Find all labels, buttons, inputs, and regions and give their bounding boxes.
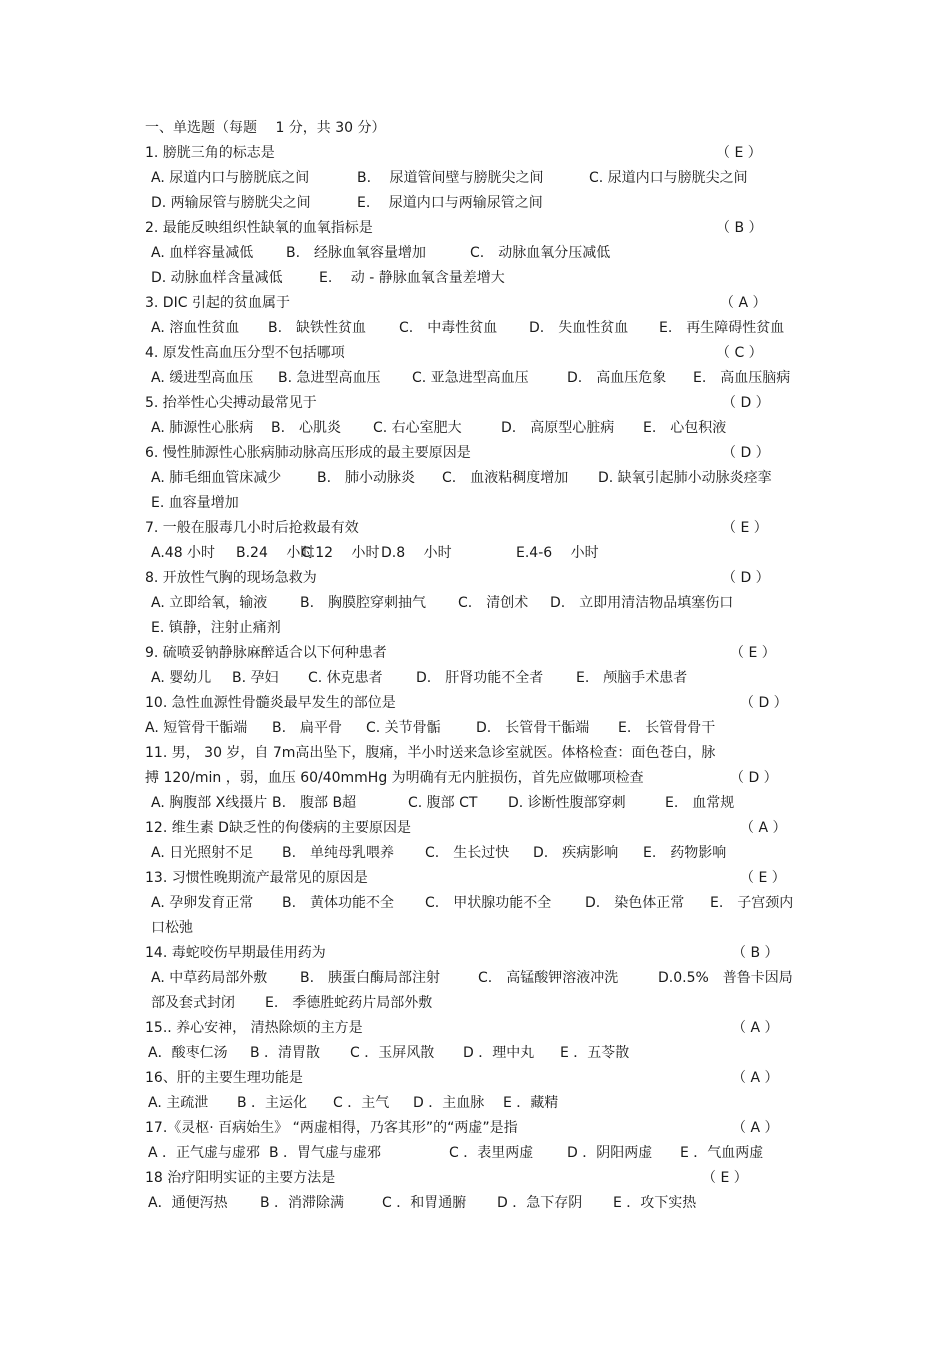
answer-key: （ B ） [732, 945, 779, 961]
answer-option: B. 腹部 B超 [272, 795, 357, 811]
option-line [0, 991, 950, 1016]
answer-option: B. 缺铁性贫血 [268, 320, 367, 336]
question-stem: 11. 男， 30 岁，自 7m高出坠下，腹痛，半小时送来急诊室就医。体格检查：面色苍白，脉 [145, 745, 716, 761]
question-stem: 3. DIC 引起的贫血属于 [145, 295, 290, 311]
question-stem-line [0, 816, 950, 841]
question-stem-line [0, 1116, 950, 1141]
question-stem-line [0, 216, 950, 241]
question-stem-line [0, 441, 950, 466]
answer-option: E. 心包积液 [643, 420, 727, 436]
answer-option: D. 诊断性腹部穿刺 [508, 795, 626, 811]
answer-option: C. 中毒性贫血 [399, 320, 498, 336]
answer-option: A. 缓进型高血压 [151, 370, 254, 386]
answer-key: （ D ） [740, 695, 788, 711]
answer-option: D. 立即用清洁物品填塞伤口 [550, 595, 734, 611]
question-stem: 5. 抬举性心尖搏动最常见于 [145, 395, 317, 411]
answer-option: E. 药物影响 [643, 845, 727, 861]
answer-key: （ E ） [702, 1170, 748, 1186]
answer-option: B. 黄体功能不全 [282, 895, 395, 911]
question-stem: 4. 原发性高血压分型不包括哪项 [145, 345, 345, 361]
question-stem-line [0, 941, 950, 966]
answer-option: B ．胃气虚与虚邪 [269, 1145, 382, 1161]
option-line [0, 891, 950, 916]
answer-option: E. 子宫颈内 [710, 895, 794, 911]
answer-option: E. 动 - 静脉血氧含量差增大 [319, 270, 505, 286]
question-stem: 1. 膀胱三角的标志是 [145, 145, 275, 161]
answer-option: E. 尿道内口与两输尿管之间 [357, 195, 543, 211]
question-stem: 7. 一般在服毒几小时后抢救最有效 [145, 520, 359, 536]
answer-option: D. 疾病影响 [533, 845, 619, 861]
answer-option: A. 血样容量减低 [151, 245, 254, 261]
answer-option: D ．主血脉 [413, 1095, 485, 1111]
question-stem: 16、肝的主要生理功能是 [145, 1070, 303, 1086]
question-stem: 2. 最能反映组织性缺氧的血氧指标是 [145, 220, 373, 236]
answer-option: A. 胸腹部 X线摄片 [151, 795, 268, 811]
option-line [0, 366, 950, 391]
answer-option: E ．藏精 [503, 1095, 559, 1111]
option-line [0, 266, 950, 291]
answer-option: A. 立即给氧，输液 [151, 595, 268, 611]
answer-option: D ．阴阳两虚 [567, 1145, 653, 1161]
answer-option: 口松弛 [151, 920, 193, 936]
section-title-line [0, 116, 950, 141]
question-stem-line [0, 516, 950, 541]
option-line [0, 791, 950, 816]
option-line [0, 616, 950, 641]
option-line [0, 841, 950, 866]
answer-option: B. 扁平骨 [272, 720, 343, 736]
option-line [0, 416, 950, 441]
question-stem-line [0, 866, 950, 891]
answer-option: E ．五苓散 [560, 1045, 630, 1061]
option-line [0, 166, 950, 191]
answer-option: C. 血液粘稠度增加 [442, 470, 569, 486]
option-line [0, 716, 950, 741]
answer-option: D. 染色体正常 [585, 895, 685, 911]
answer-key: （ D ） [730, 770, 778, 786]
answer-option: C.12 小时 [301, 545, 380, 561]
option-line [0, 591, 950, 616]
answer-option: C ．主气 [333, 1095, 390, 1111]
answer-option: C. 高锰酸钾溶液冲洗 [478, 970, 619, 986]
option-line [0, 666, 950, 691]
question-stem: 18 治疗阳明实证的主要方法是 [145, 1170, 336, 1186]
answer-option: D. 失血性贫血 [529, 320, 629, 336]
answer-option: D. 高原型心脏病 [501, 420, 615, 436]
answer-option: D. 缺氧引起肺小动脉炎痉挛 [598, 470, 772, 486]
answer-option: E. 长管骨骨干 [618, 720, 716, 736]
answer-option: D. 肝肾功能不全者 [416, 670, 544, 686]
answer-option: D. 两输尿管与膀胱尖之间 [151, 195, 311, 211]
answer-key: （ D ） [722, 445, 770, 461]
question-stem-continuation-line [0, 766, 950, 791]
answer-key: （ D ） [722, 570, 770, 586]
answer-option: B. 心肌炎 [271, 420, 342, 436]
question-stem: 13. 习惯性晚期流产最常见的原因是 [145, 870, 368, 886]
question-stem-line [0, 391, 950, 416]
answer-option: E ．气血两虚 [680, 1145, 764, 1161]
answer-key: （ A ） [732, 1120, 779, 1136]
answer-option: A．酸枣仁汤 [148, 1045, 228, 1061]
answer-key: （ E ） [730, 645, 776, 661]
answer-option: D ．急下存阴 [497, 1195, 583, 1211]
answer-key: （ A ） [732, 1020, 779, 1036]
answer-option: D.8 小时 [381, 545, 452, 561]
answer-option: C. 休克患者 [308, 670, 383, 686]
answer-key: （ E ） [740, 870, 786, 886]
answer-option: E. 血容量增加 [151, 495, 239, 511]
answer-option: B. 胰蛋白酶局部注射 [300, 970, 441, 986]
option-line [0, 241, 950, 266]
section-title: 一、单选题（每题 1 分，共 30 分） [145, 120, 386, 136]
answer-option: C. 生长过快 [425, 845, 510, 861]
answer-option: C. 亚急进型高血压 [412, 370, 529, 386]
question-stem: 14. 毒蛇咬伤早期最佳用药为 [145, 945, 326, 961]
answer-option: C ．玉屏风散 [350, 1045, 435, 1061]
option-line [0, 541, 950, 566]
answer-key: （ D ） [722, 395, 770, 411]
answer-option: B. 尿道管间壁与膀胱尖之间 [357, 170, 544, 186]
answer-option: E. 再生障碍性贫血 [659, 320, 785, 336]
question-stem-line [0, 691, 950, 716]
answer-option: B ．清胃散 [250, 1045, 321, 1061]
answer-option: E. 镇静，注射止痛剂 [151, 620, 281, 636]
answer-option: D ．理中丸 [463, 1045, 535, 1061]
option-line [0, 1041, 950, 1066]
answer-key: （ C ） [716, 345, 763, 361]
answer-key: （ E ） [722, 520, 768, 536]
question-stem-continuation: 搏 120/min ，弱，血压 60/40mmHg 为明确有无内脏损伤，首先应做哪项检查 [145, 770, 644, 786]
answer-option: A. 尿道内口与膀胱底之间 [151, 170, 310, 186]
question-stem: 17.《灵枢· 百病始生》 “两虚相得，乃客其形”的“两虚”是指 [145, 1120, 518, 1136]
answer-option: A. 短管骨干骺端 [145, 720, 248, 736]
question-stem-line [0, 741, 950, 766]
question-stem-line [0, 641, 950, 666]
option-line [0, 916, 950, 941]
answer-option: B. 肺小动脉炎 [317, 470, 416, 486]
question-stem-line [0, 566, 950, 591]
question-stem: 15.. 养心安神， 清热除烦的主方是 [145, 1020, 363, 1036]
option-line [0, 1141, 950, 1166]
answer-option: E ．攻下实热 [613, 1195, 697, 1211]
answer-option: C. 腹部 CT [408, 795, 478, 811]
answer-option: A. 肺源性心胀病 [151, 420, 254, 436]
answer-option: D. 长管骨干骺端 [476, 720, 590, 736]
answer-option: A. 肺毛细血管床减少 [151, 470, 282, 486]
answer-option: C. 动脉血氧分压减低 [470, 245, 611, 261]
answer-key: （ E ） [716, 145, 762, 161]
answer-option: C. 尿道内口与膀胱尖之间 [589, 170, 748, 186]
answer-option: D. 动脉血样含量减低 [151, 270, 283, 286]
answer-key: （ A ） [740, 820, 787, 836]
question-stem: 6. 慢性肺源性心胀病肺动脉高压形成的最主要原因是 [145, 445, 471, 461]
answer-option: C. 清创术 [458, 595, 529, 611]
answer-option: A. 日光照射不足 [151, 845, 254, 861]
answer-option: A ．正气虚与虚邪 [148, 1145, 261, 1161]
answer-option: B. 单纯母乳喂养 [282, 845, 395, 861]
answer-option: B.24 小时 [236, 545, 315, 561]
answer-key: （ B ） [716, 220, 763, 236]
answer-option: C. 关节骨骺 [366, 720, 441, 736]
answer-option: B ．消滞除满 [260, 1195, 345, 1211]
question-stem: 10. 急性血源性骨髓炎最早发生的部位是 [145, 695, 396, 711]
question-stem-line [0, 291, 950, 316]
answer-option: A.48 小时 [151, 545, 216, 561]
answer-option: E. 季德胜蛇药片局部外敷 [265, 995, 433, 1011]
question-stem: 8. 开放性气胸的现场急救为 [145, 570, 317, 586]
question-stem-line [0, 1066, 950, 1091]
answer-option: D.0.5% 普鲁卡因局 [658, 970, 793, 986]
answer-option: E.4-6 小时 [516, 545, 599, 561]
option-line [0, 1191, 950, 1216]
answer-option: A．通便泻热 [148, 1195, 228, 1211]
answer-option: E. 颅脑手术患者 [576, 670, 688, 686]
answer-key: （ A ） [720, 295, 767, 311]
answer-option: C ．表里两虚 [449, 1145, 534, 1161]
answer-option: B. 胸膜腔穿刺抽气 [300, 595, 427, 611]
answer-option: B ．主运化 [237, 1095, 308, 1111]
option-line [0, 191, 950, 216]
answer-option: A. 孕卵发育正常 [151, 895, 254, 911]
option-line [0, 466, 950, 491]
answer-option: B. 孕妇 [232, 670, 279, 686]
answer-option: A. 主疏泄 [148, 1095, 209, 1111]
option-line [0, 1091, 950, 1116]
question-stem: 9. 硫喷妥钠静脉麻醉适合以下何种患者 [145, 645, 387, 661]
answer-option: B. 经脉血氧容量增加 [286, 245, 427, 261]
question-stem-line [0, 1166, 950, 1191]
question-stem: 12. 维生素 D缺乏性的佝偻病的主要原因是 [145, 820, 411, 836]
answer-option: C ．和胃通腑 [382, 1195, 467, 1211]
answer-option: E. 高血压脑病 [693, 370, 791, 386]
answer-option: 部及套式封闭 [151, 995, 235, 1011]
question-stem-line [0, 141, 950, 166]
option-line [0, 316, 950, 341]
option-line [0, 491, 950, 516]
answer-option: B. 急进型高血压 [278, 370, 381, 386]
question-stem-line [0, 341, 950, 366]
answer-option: A. 婴幼儿 [151, 670, 212, 686]
question-stem-line [0, 1016, 950, 1041]
answer-key: （ A ） [732, 1070, 779, 1086]
answer-option: E. 血常规 [665, 795, 735, 811]
answer-option: A. 中草药局部外敷 [151, 970, 268, 986]
option-line [0, 966, 950, 991]
answer-option: A. 溶血性贫血 [151, 320, 240, 336]
answer-option: C. 右心室肥大 [373, 420, 462, 436]
answer-option: D. 高血压危象 [567, 370, 667, 386]
answer-option: C. 甲状腺功能不全 [425, 895, 552, 911]
